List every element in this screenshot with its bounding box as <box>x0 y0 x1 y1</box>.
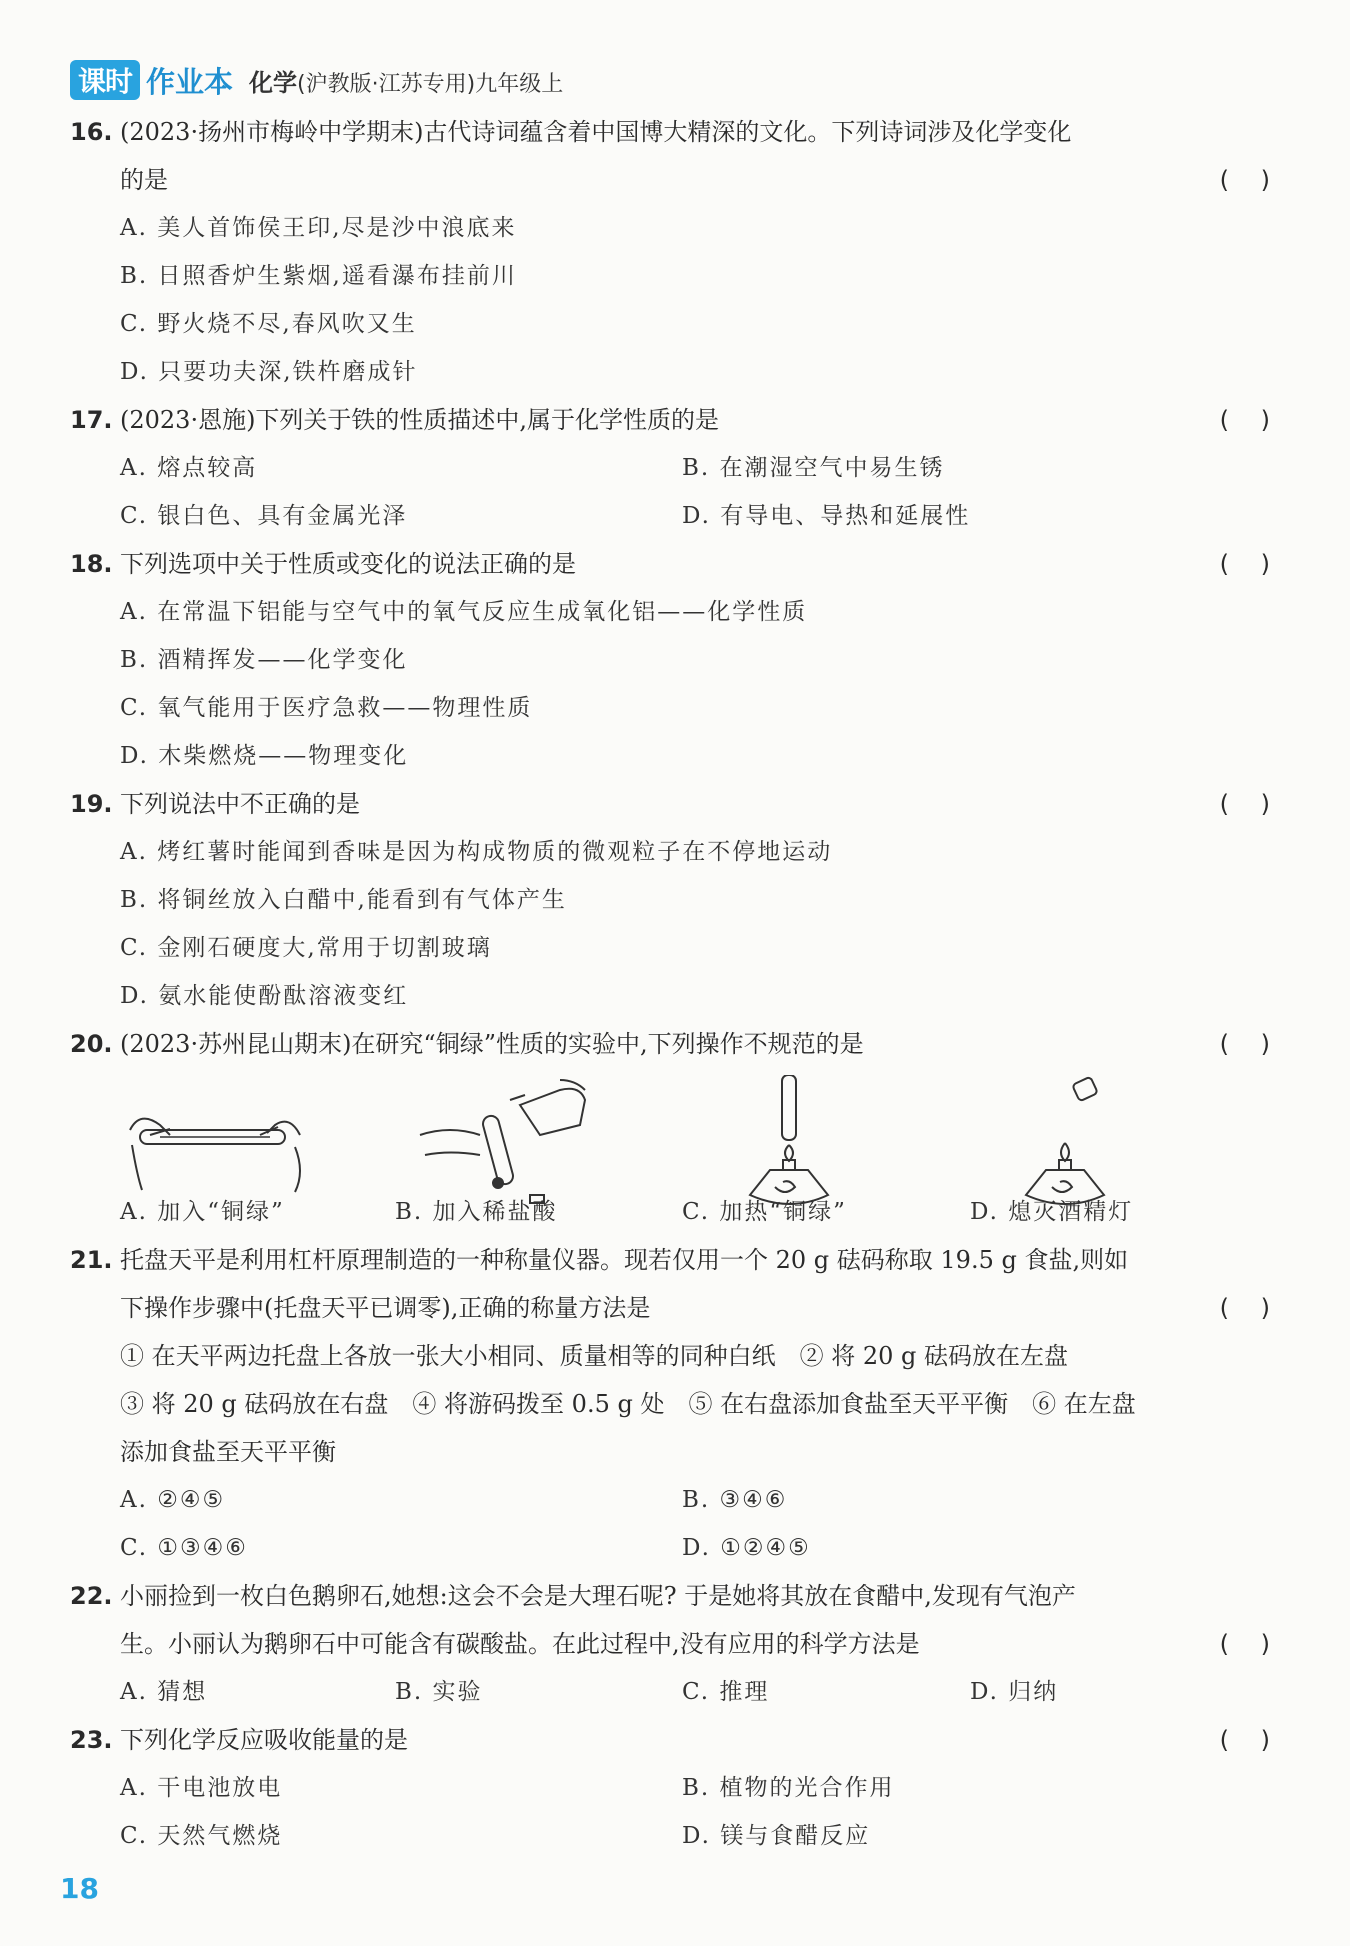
subject-label: 化学 <box>249 68 298 97</box>
option-b: B. 植物的光合作用 <box>682 1775 895 1801</box>
question-22-stem-cont: 生。小丽认为鹅卵石中可能含有碳酸盐。在此过程中,没有应用的科学方法是 ( ) <box>70 1620 1270 1668</box>
option-c: C. ①③④⑥ <box>120 1535 248 1561</box>
question-16-stem-cont: 的是 ( ) <box>70 156 1270 204</box>
answer-bracket: ( ) <box>1219 1294 1270 1322</box>
question-16-stem: 16. (2023·扬州市梅岭中学期末)古代诗词蕴含着中国博大精深的文化。下列诗词涉及化学变化 <box>70 118 1072 146</box>
question-20-stem: 20. (2023·苏州昆山期末)在研究“铜绿”性质的实验中,下列操作不规范的是 ( ) <box>70 1020 1270 1068</box>
question-19-stem: 19. 下列说法中不正确的是 ( ) <box>70 780 1270 828</box>
option-d: D. 镁与食醋反应 <box>682 1823 871 1849</box>
question-21-stem: 21. 托盘天平是利用杠杆原理制造的一种称量仪器。现若仅用一个 20 g 砝码称取 19.5 g 食盐,则如 <box>70 1246 1129 1274</box>
option-c: C. 野火烧不尽,春风吹又生 <box>120 311 417 337</box>
answer-bracket: ( ) <box>1219 1030 1270 1058</box>
option-b: B. 酒精挥发——化学变化 <box>120 647 408 673</box>
page-number: 18 <box>60 1872 99 1905</box>
option-b: B. 加入稀盐酸 <box>395 1199 558 1225</box>
question-23-stem: 23. 下列化学反应吸收能量的是 ( ) <box>70 1716 1270 1764</box>
series-logo: 课时 <box>70 60 140 100</box>
option-a: A. 猜想 <box>120 1679 208 1705</box>
option-c: C. 银白色、具有金属光泽 <box>120 503 408 529</box>
page-header <box>70 58 563 102</box>
option-d: D. 木柴燃烧——物理变化 <box>120 743 409 769</box>
question-21-steps-3: 添加食盐至天平平衡 <box>120 1438 336 1466</box>
option-a: A. 在常温下铝能与空气中的氧气反应生成氧化铝——化学性质 <box>120 599 808 625</box>
option-c: C. 天然气燃烧 <box>120 1823 283 1849</box>
question-21-steps-2: ③ 将 20 g 砝码放在右盘 ④ 将游码拨至 0.5 g 处 ⑤ 在右盘添加食盐至天平平衡 ⑥ 在左盘 <box>120 1390 1136 1418</box>
option-a: A. 美人首饰侯王印,尽是沙中浪底来 <box>120 215 517 241</box>
book-info <box>249 63 563 98</box>
option-b: B. 日照香炉生紫烟,遥看瀑布挂前川 <box>120 263 517 289</box>
question-21-steps-1: ① 在天平两边托盘上各放一张大小相同、质量相等的同种白纸 ② 将 20 g 砝码放在左盘 <box>120 1342 1069 1370</box>
series-name: 作业本 <box>146 64 234 99</box>
answer-bracket: ( ) <box>1219 166 1270 194</box>
question-18-stem: 18. 下列选项中关于性质或变化的说法正确的是 ( ) <box>70 540 1270 588</box>
option-b: B. 在潮湿空气中易生锈 <box>682 455 945 481</box>
option-b: B. 将铜丝放入白醋中,能看到有气体产生 <box>120 887 567 913</box>
question-21-stem-cont: 下操作步骤中(托盘天平已调零),正确的称量方法是 ( ) <box>70 1284 1270 1332</box>
option-c: C. 金刚石硬度大,常用于切割玻璃 <box>120 935 492 961</box>
question-22-stem: 22. 小丽捡到一枚白色鹅卵石,她想:这会不会是大理石呢? 于是她将其放在食醋中,发现有气泡产 <box>70 1582 1076 1610</box>
question-17-stem: 17. (2023·恩施)下列关于铁的性质描述中,属于化学性质的是 ( ) <box>70 396 1270 444</box>
option-d: D. 归纳 <box>970 1679 1059 1705</box>
option-c: C. 加热“铜绿” <box>682 1199 847 1225</box>
answer-bracket: ( ) <box>1219 550 1270 578</box>
test-tube-horizontal-illustration <box>120 1075 310 1205</box>
option-a: A. ②④⑤ <box>120 1487 226 1513</box>
option-d: D. 只要功夫深,铁杵磨成针 <box>120 359 418 385</box>
option-a: A. 干电池放电 <box>120 1775 283 1801</box>
option-b: B. ③④⑥ <box>682 1487 788 1513</box>
option-d: D. 熄灭酒精灯 <box>970 1199 1134 1225</box>
option-d: D. 有导电、导热和延展性 <box>682 503 971 529</box>
answer-bracket: ( ) <box>1219 1630 1270 1658</box>
option-d: D. 氨水能使酚酞溶液变红 <box>120 983 409 1009</box>
edition-label: (沪教版·江苏专用)九年级上 <box>297 71 564 97</box>
option-c: C. 推理 <box>682 1679 770 1705</box>
option-a: A. 加入“铜绿” <box>120 1199 285 1225</box>
answer-bracket: ( ) <box>1219 1726 1270 1754</box>
option-a: A. 烤红薯时能闻到香味是因为构成物质的微观粒子在不停地运动 <box>120 839 833 865</box>
answer-bracket: ( ) <box>1219 790 1270 818</box>
option-c: C. 氧气能用于医疗急救——物理性质 <box>120 695 533 721</box>
option-d: D. ①②④⑤ <box>682 1535 811 1561</box>
option-a: A. 熔点较高 <box>120 455 258 481</box>
option-b: B. 实验 <box>395 1679 483 1705</box>
answer-bracket: ( ) <box>1219 406 1270 434</box>
pouring-acid-illustration <box>400 1075 600 1205</box>
